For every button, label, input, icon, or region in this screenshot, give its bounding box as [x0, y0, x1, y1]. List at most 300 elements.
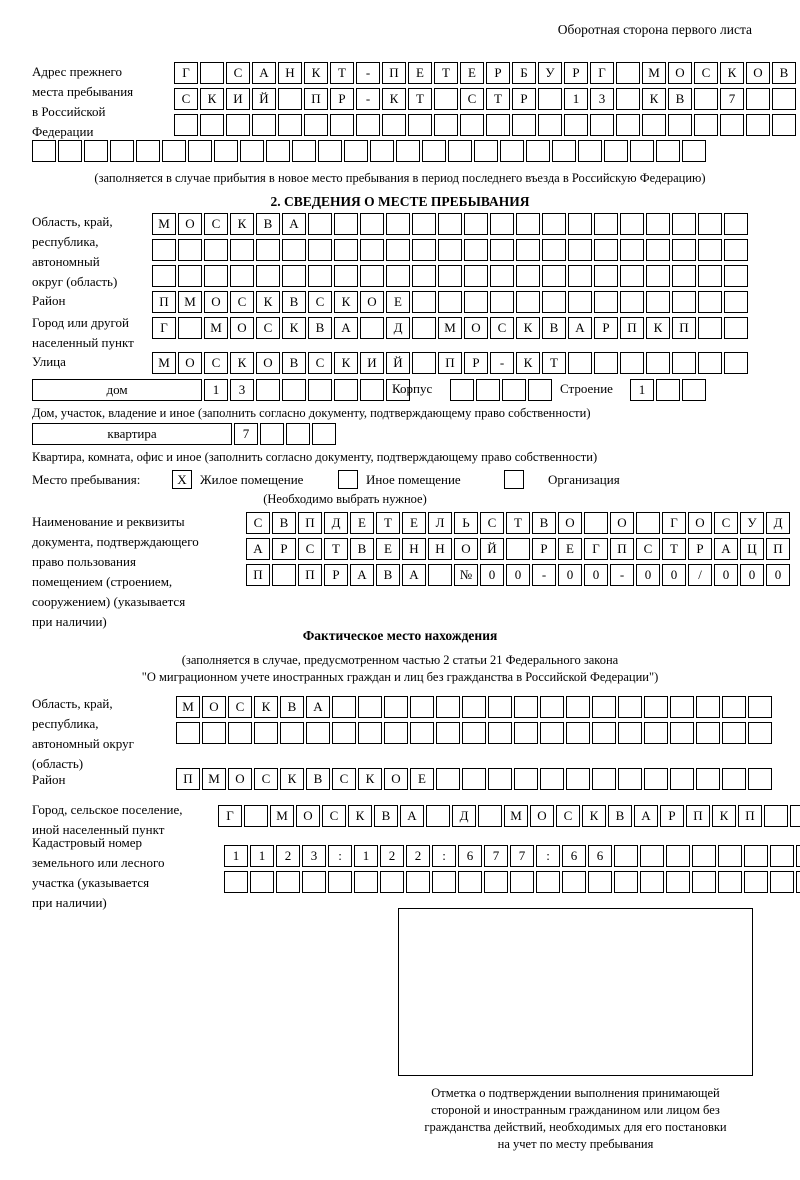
prev-address-cell[interactable] — [110, 140, 134, 162]
actual-district-cell[interactable] — [644, 768, 668, 790]
prev-address-cell[interactable] — [434, 114, 458, 136]
actual-region-cell[interactable] — [592, 722, 616, 744]
section2-city-row[interactable] — [152, 317, 748, 339]
district-cell[interactable] — [464, 291, 488, 313]
street-cell[interactable] — [620, 352, 644, 374]
actual-region-cell[interactable] — [670, 722, 694, 744]
prev-address-cell[interactable]: О — [668, 62, 692, 84]
district-cell[interactable]: М — [178, 291, 202, 313]
actual-region-cell[interactable] — [358, 722, 382, 744]
actual-region-cell[interactable]: К — [254, 696, 278, 718]
cadastral-row-2[interactable] — [224, 871, 800, 893]
prev-address-row-1[interactable] — [174, 62, 796, 84]
actual-city-cell[interactable]: Г — [218, 805, 242, 827]
prev-address-cell[interactable] — [200, 62, 224, 84]
city-cell[interactable]: А — [334, 317, 358, 339]
city-cell[interactable]: С — [490, 317, 514, 339]
region-cell[interactable] — [438, 265, 462, 287]
actual-region-cell[interactable] — [696, 722, 720, 744]
region-cell[interactable] — [464, 265, 488, 287]
doc-cell[interactable]: А — [402, 564, 426, 586]
prev-address-cell[interactable] — [682, 140, 706, 162]
street-cell[interactable]: Т — [542, 352, 566, 374]
region-cell[interactable] — [542, 239, 566, 261]
prev-address-cell[interactable] — [512, 114, 536, 136]
city-cell[interactable]: В — [308, 317, 332, 339]
prev-address-cell[interactable]: Т — [330, 62, 354, 84]
prev-address-cell[interactable]: К — [200, 88, 224, 110]
doc-cell[interactable]: С — [298, 538, 322, 560]
prev-address-cell[interactable]: Р — [512, 88, 536, 110]
city-cell[interactable]: Д — [386, 317, 410, 339]
actual-district-cell[interactable] — [592, 768, 616, 790]
prev-address-row-4[interactable] — [32, 140, 706, 162]
region-cell[interactable] — [490, 239, 514, 261]
cadastral-cell[interactable] — [718, 871, 742, 893]
actual-city-cell[interactable]: А — [400, 805, 424, 827]
region-cell[interactable] — [438, 213, 462, 235]
prev-address-cell[interactable] — [616, 114, 640, 136]
stay-option-0-checkbox[interactable]: X — [172, 470, 192, 489]
street-cell[interactable]: Й — [386, 352, 410, 374]
actual-district-cell[interactable]: С — [254, 768, 278, 790]
city-cell[interactable]: А — [568, 317, 592, 339]
stroenie-cell[interactable] — [682, 379, 706, 401]
region-cell[interactable] — [308, 213, 332, 235]
prev-address-cell[interactable] — [720, 114, 744, 136]
house-cell[interactable] — [282, 379, 306, 401]
stamp-box[interactable] — [398, 908, 753, 1076]
cadastral-cell[interactable] — [796, 845, 800, 867]
actual-city-cell[interactable]: К — [348, 805, 372, 827]
doc-cell[interactable]: 0 — [662, 564, 686, 586]
doc-cell[interactable]: Г — [662, 512, 686, 534]
cadastral-cell[interactable] — [354, 871, 378, 893]
doc-cell[interactable]: Н — [428, 538, 452, 560]
region-cell[interactable] — [152, 265, 176, 287]
prev-address-cell[interactable] — [370, 140, 394, 162]
prev-address-cell[interactable] — [188, 140, 212, 162]
actual-district-cell[interactable]: О — [228, 768, 252, 790]
actual-region-cell[interactable] — [254, 722, 278, 744]
region-cell[interactable] — [542, 265, 566, 287]
doc-row-3[interactable] — [246, 564, 790, 586]
prev-address-cell[interactable] — [240, 140, 264, 162]
flat-cell[interactable] — [312, 423, 336, 445]
actual-region-cell[interactable]: С — [228, 696, 252, 718]
actual-city-cell[interactable] — [790, 805, 800, 827]
actual-region-cell[interactable]: М — [176, 696, 200, 718]
prev-address-cell[interactable]: К — [720, 62, 744, 84]
street-cell[interactable] — [594, 352, 618, 374]
prev-address-cell[interactable]: Т — [434, 62, 458, 84]
district-cell[interactable] — [490, 291, 514, 313]
city-cell[interactable]: О — [464, 317, 488, 339]
city-cell[interactable]: Г — [152, 317, 176, 339]
actual-district-cell[interactable] — [696, 768, 720, 790]
cadastral-cell[interactable]: : — [432, 845, 456, 867]
actual-region-cell[interactable] — [228, 722, 252, 744]
cadastral-cell[interactable]: 7 — [510, 845, 534, 867]
cadastral-cell[interactable]: 6 — [562, 845, 586, 867]
region-cell[interactable]: К — [230, 213, 254, 235]
actual-region-cell[interactable]: О — [202, 696, 226, 718]
prev-address-cell[interactable]: Р — [486, 62, 510, 84]
doc-cell[interactable]: П — [246, 564, 270, 586]
district-cell[interactable]: С — [230, 291, 254, 313]
doc-cell[interactable]: Г — [584, 538, 608, 560]
region-cell[interactable] — [568, 213, 592, 235]
prev-address-cell[interactable]: С — [460, 88, 484, 110]
city-cell[interactable]: Р — [594, 317, 618, 339]
street-cell[interactable]: К — [230, 352, 254, 374]
actual-region-cell[interactable] — [202, 722, 226, 744]
region-cell[interactable] — [360, 239, 384, 261]
region-cell[interactable] — [334, 239, 358, 261]
city-cell[interactable]: К — [516, 317, 540, 339]
prev-address-cell[interactable] — [396, 140, 420, 162]
actual-city-cell[interactable]: Р — [660, 805, 684, 827]
actual-region-cell[interactable] — [332, 696, 356, 718]
actual-city-cell[interactable]: С — [556, 805, 580, 827]
actual-city-cell[interactable]: Д — [452, 805, 476, 827]
actual-region-cell[interactable] — [384, 696, 408, 718]
stay-option-2-checkbox[interactable] — [504, 470, 524, 489]
prev-address-cell[interactable] — [564, 114, 588, 136]
doc-cell[interactable] — [428, 564, 452, 586]
korpus-cell[interactable] — [502, 379, 526, 401]
actual-district-cell[interactable] — [514, 768, 538, 790]
region-cell[interactable] — [360, 265, 384, 287]
region-cell[interactable] — [230, 265, 254, 287]
actual-region-cell[interactable] — [644, 722, 668, 744]
doc-cell[interactable] — [506, 538, 530, 560]
region-cell[interactable] — [412, 265, 436, 287]
actual-district-row[interactable] — [176, 768, 772, 790]
section2-region-row-1[interactable] — [152, 213, 748, 235]
region-cell[interactable] — [282, 265, 306, 287]
prev-address-cell[interactable] — [694, 88, 718, 110]
region-cell[interactable] — [464, 239, 488, 261]
street-cell[interactable] — [698, 352, 722, 374]
region-cell[interactable] — [594, 213, 618, 235]
cadastral-cell[interactable]: 3 — [302, 845, 326, 867]
region-cell[interactable] — [516, 213, 540, 235]
flat-cell[interactable]: 7 — [234, 423, 258, 445]
actual-region-cell[interactable] — [410, 722, 434, 744]
prev-address-cell[interactable] — [344, 140, 368, 162]
street-cell[interactable] — [412, 352, 436, 374]
house-cell[interactable] — [256, 379, 280, 401]
prev-address-cell[interactable] — [84, 140, 108, 162]
korpus-cell[interactable] — [450, 379, 474, 401]
doc-cell[interactable]: 0 — [636, 564, 660, 586]
actual-district-cell[interactable] — [722, 768, 746, 790]
district-cell[interactable]: О — [360, 291, 384, 313]
prev-address-cell[interactable] — [162, 140, 186, 162]
doc-row-2[interactable] — [246, 538, 790, 560]
prev-address-cell[interactable] — [448, 140, 472, 162]
city-cell[interactable] — [412, 317, 436, 339]
actual-city-cell[interactable]: В — [608, 805, 632, 827]
prev-address-cell[interactable] — [318, 140, 342, 162]
actual-city-cell[interactable] — [478, 805, 502, 827]
actual-city-cell[interactable]: О — [530, 805, 554, 827]
doc-cell[interactable]: Е — [558, 538, 582, 560]
actual-district-cell[interactable] — [540, 768, 564, 790]
street-cell[interactable] — [568, 352, 592, 374]
flat-cells[interactable] — [234, 423, 336, 445]
region-cell[interactable] — [178, 265, 202, 287]
doc-cell[interactable]: № — [454, 564, 478, 586]
actual-region-cell[interactable] — [488, 696, 512, 718]
region-cell[interactable]: С — [204, 213, 228, 235]
prev-address-cell[interactable] — [538, 88, 562, 110]
cadastral-cell[interactable]: 2 — [406, 845, 430, 867]
region-cell[interactable] — [568, 239, 592, 261]
house-cells[interactable] — [204, 379, 410, 401]
city-cell[interactable]: К — [282, 317, 306, 339]
prev-address-cell[interactable]: Е — [408, 62, 432, 84]
prev-address-cell[interactable]: Й — [252, 88, 276, 110]
prev-address-cell[interactable] — [642, 114, 666, 136]
street-cell[interactable]: С — [308, 352, 332, 374]
city-cell[interactable] — [360, 317, 384, 339]
stroenie-cell[interactable] — [656, 379, 680, 401]
region-cell[interactable] — [438, 239, 462, 261]
actual-region-cell[interactable] — [176, 722, 200, 744]
prev-address-cell[interactable]: В — [668, 88, 692, 110]
prev-address-cell[interactable] — [408, 114, 432, 136]
actual-city-cell[interactable]: В — [374, 805, 398, 827]
actual-region-cell[interactable] — [436, 722, 460, 744]
actual-city-cell[interactable]: К — [712, 805, 736, 827]
actual-region-cell[interactable] — [280, 722, 304, 744]
cadastral-cell[interactable]: 1 — [250, 845, 274, 867]
cadastral-cell[interactable] — [640, 871, 664, 893]
actual-region-cell[interactable] — [696, 696, 720, 718]
prev-address-cell[interactable] — [278, 88, 302, 110]
prev-address-cell[interactable] — [474, 140, 498, 162]
cadastral-cell[interactable] — [302, 871, 326, 893]
doc-cell[interactable]: Н — [402, 538, 426, 560]
doc-cell[interactable]: В — [532, 512, 556, 534]
doc-cell[interactable]: У — [740, 512, 764, 534]
cadastral-cell[interactable] — [406, 871, 430, 893]
region-cell[interactable] — [724, 213, 748, 235]
district-cell[interactable] — [620, 291, 644, 313]
prev-address-cell[interactable] — [330, 114, 354, 136]
actual-district-cell[interactable]: В — [306, 768, 330, 790]
house-cell[interactable] — [360, 379, 384, 401]
region-cell[interactable] — [204, 265, 228, 287]
prev-address-cell[interactable] — [538, 114, 562, 136]
cadastral-cell[interactable] — [614, 845, 638, 867]
district-cell[interactable]: К — [334, 291, 358, 313]
doc-cell[interactable]: Т — [506, 512, 530, 534]
region-cell[interactable] — [334, 265, 358, 287]
actual-city-row[interactable] — [218, 805, 800, 827]
district-cell[interactable] — [516, 291, 540, 313]
region-cell[interactable] — [698, 239, 722, 261]
prev-address-cell[interactable] — [772, 114, 796, 136]
street-cell[interactable]: П — [438, 352, 462, 374]
actual-region-cell[interactable] — [410, 696, 434, 718]
prev-address-cell[interactable]: Е — [460, 62, 484, 84]
doc-cell[interactable] — [636, 512, 660, 534]
region-cell[interactable] — [594, 239, 618, 261]
house-cell[interactable] — [308, 379, 332, 401]
cadastral-cell[interactable] — [744, 845, 768, 867]
doc-cell[interactable]: 0 — [714, 564, 738, 586]
doc-cell[interactable]: / — [688, 564, 712, 586]
city-cell[interactable] — [724, 317, 748, 339]
cadastral-cell[interactable] — [328, 871, 352, 893]
prev-address-cell[interactable] — [694, 114, 718, 136]
prev-address-cell[interactable] — [266, 140, 290, 162]
cadastral-cell[interactable]: 2 — [380, 845, 404, 867]
cadastral-cell[interactable] — [458, 871, 482, 893]
doc-cell[interactable]: Л — [428, 512, 452, 534]
cadastral-cell[interactable] — [640, 845, 664, 867]
section2-region-row-2[interactable] — [152, 239, 748, 261]
prev-address-cell[interactable] — [200, 114, 224, 136]
street-cell[interactable]: И — [360, 352, 384, 374]
city-cell[interactable]: П — [620, 317, 644, 339]
actual-city-cell[interactable]: А — [634, 805, 658, 827]
doc-cell[interactable]: Р — [324, 564, 348, 586]
actual-region-cell[interactable] — [748, 722, 772, 744]
prev-address-cell[interactable]: С — [226, 62, 250, 84]
doc-cell[interactable]: П — [298, 512, 322, 534]
region-cell[interactable] — [646, 239, 670, 261]
flat-cell[interactable] — [260, 423, 284, 445]
actual-district-cell[interactable]: О — [384, 768, 408, 790]
actual-region-cell[interactable] — [618, 696, 642, 718]
prev-address-cell[interactable] — [746, 88, 770, 110]
actual-city-cell[interactable] — [426, 805, 450, 827]
region-cell[interactable]: О — [178, 213, 202, 235]
section2-street-row[interactable] — [152, 352, 748, 374]
doc-row-1[interactable] — [246, 512, 790, 534]
region-cell[interactable] — [386, 213, 410, 235]
cadastral-cell[interactable]: 6 — [458, 845, 482, 867]
prev-address-cell[interactable]: 3 — [590, 88, 614, 110]
doc-cell[interactable]: О — [610, 512, 634, 534]
prev-address-cell[interactable]: Г — [590, 62, 614, 84]
doc-cell[interactable]: 0 — [506, 564, 530, 586]
street-cell[interactable]: Р — [464, 352, 488, 374]
street-cell[interactable]: - — [490, 352, 514, 374]
actual-district-cell[interactable]: Е — [410, 768, 434, 790]
city-cell[interactable]: О — [230, 317, 254, 339]
region-cell[interactable] — [334, 213, 358, 235]
region-cell[interactable]: М — [152, 213, 176, 235]
prev-address-cell[interactable]: П — [382, 62, 406, 84]
region-cell[interactable] — [308, 265, 332, 287]
actual-district-cell[interactable] — [670, 768, 694, 790]
prev-address-cell[interactable]: В — [772, 62, 796, 84]
doc-cell[interactable]: 0 — [584, 564, 608, 586]
actual-region-cell[interactable] — [540, 696, 564, 718]
cadastral-cell[interactable] — [432, 871, 456, 893]
district-cell[interactable]: П — [152, 291, 176, 313]
actual-region-cell[interactable] — [644, 696, 668, 718]
cadastral-cell[interactable] — [770, 845, 794, 867]
doc-cell[interactable]: С — [636, 538, 660, 560]
cadastral-cell[interactable] — [744, 871, 768, 893]
district-cell[interactable] — [542, 291, 566, 313]
street-cell[interactable]: В — [282, 352, 306, 374]
actual-region-cell[interactable] — [722, 722, 746, 744]
prev-address-cell[interactable]: Б — [512, 62, 536, 84]
actual-city-cell[interactable]: С — [322, 805, 346, 827]
actual-district-cell[interactable] — [436, 768, 460, 790]
prev-address-cell[interactable] — [214, 140, 238, 162]
actual-district-cell[interactable] — [748, 768, 772, 790]
region-cell[interactable] — [724, 239, 748, 261]
prev-address-cell[interactable] — [526, 140, 550, 162]
doc-cell[interactable]: А — [350, 564, 374, 586]
actual-district-cell[interactable]: М — [202, 768, 226, 790]
cadastral-cell[interactable] — [562, 871, 586, 893]
region-cell[interactable] — [568, 265, 592, 287]
prev-address-cell[interactable] — [460, 114, 484, 136]
doc-cell[interactable]: П — [766, 538, 790, 560]
region-cell[interactable] — [308, 239, 332, 261]
prev-address-cell[interactable] — [772, 88, 796, 110]
doc-cell[interactable]: 0 — [740, 564, 764, 586]
region-cell[interactable] — [256, 239, 280, 261]
actual-region-cell[interactable] — [540, 722, 564, 744]
cadastral-cell[interactable] — [718, 845, 742, 867]
region-cell[interactable]: В — [256, 213, 280, 235]
doc-cell[interactable]: О — [454, 538, 478, 560]
region-cell[interactable] — [256, 265, 280, 287]
actual-region-cell[interactable] — [358, 696, 382, 718]
actual-city-cell[interactable] — [764, 805, 788, 827]
prev-address-cell[interactable]: С — [174, 88, 198, 110]
actual-region-cell[interactable] — [488, 722, 512, 744]
actual-region-cell[interactable]: В — [280, 696, 304, 718]
city-cell[interactable]: М — [204, 317, 228, 339]
prev-address-cell[interactable] — [552, 140, 576, 162]
doc-cell[interactable]: Ц — [740, 538, 764, 560]
prev-address-cell[interactable] — [58, 140, 82, 162]
district-cell[interactable]: О — [204, 291, 228, 313]
street-cell[interactable] — [724, 352, 748, 374]
actual-region-cell[interactable] — [462, 722, 486, 744]
region-cell[interactable] — [620, 239, 644, 261]
prev-address-cell[interactable]: Г — [174, 62, 198, 84]
prev-address-cell[interactable]: С — [694, 62, 718, 84]
region-cell[interactable] — [594, 265, 618, 287]
actual-district-cell[interactable]: П — [176, 768, 200, 790]
actual-region-cell[interactable] — [670, 696, 694, 718]
region-cell[interactable] — [672, 265, 696, 287]
doc-cell[interactable]: С — [480, 512, 504, 534]
doc-cell[interactable]: Р — [532, 538, 556, 560]
doc-cell[interactable]: - — [532, 564, 556, 586]
street-cell[interactable]: К — [334, 352, 358, 374]
cadastral-cell[interactable] — [692, 845, 716, 867]
cadastral-cell[interactable] — [510, 871, 534, 893]
actual-district-cell[interactable] — [462, 768, 486, 790]
cadastral-cell[interactable] — [692, 871, 716, 893]
doc-cell[interactable]: Д — [766, 512, 790, 534]
actual-region-cell[interactable] — [618, 722, 642, 744]
region-cell[interactable] — [620, 265, 644, 287]
